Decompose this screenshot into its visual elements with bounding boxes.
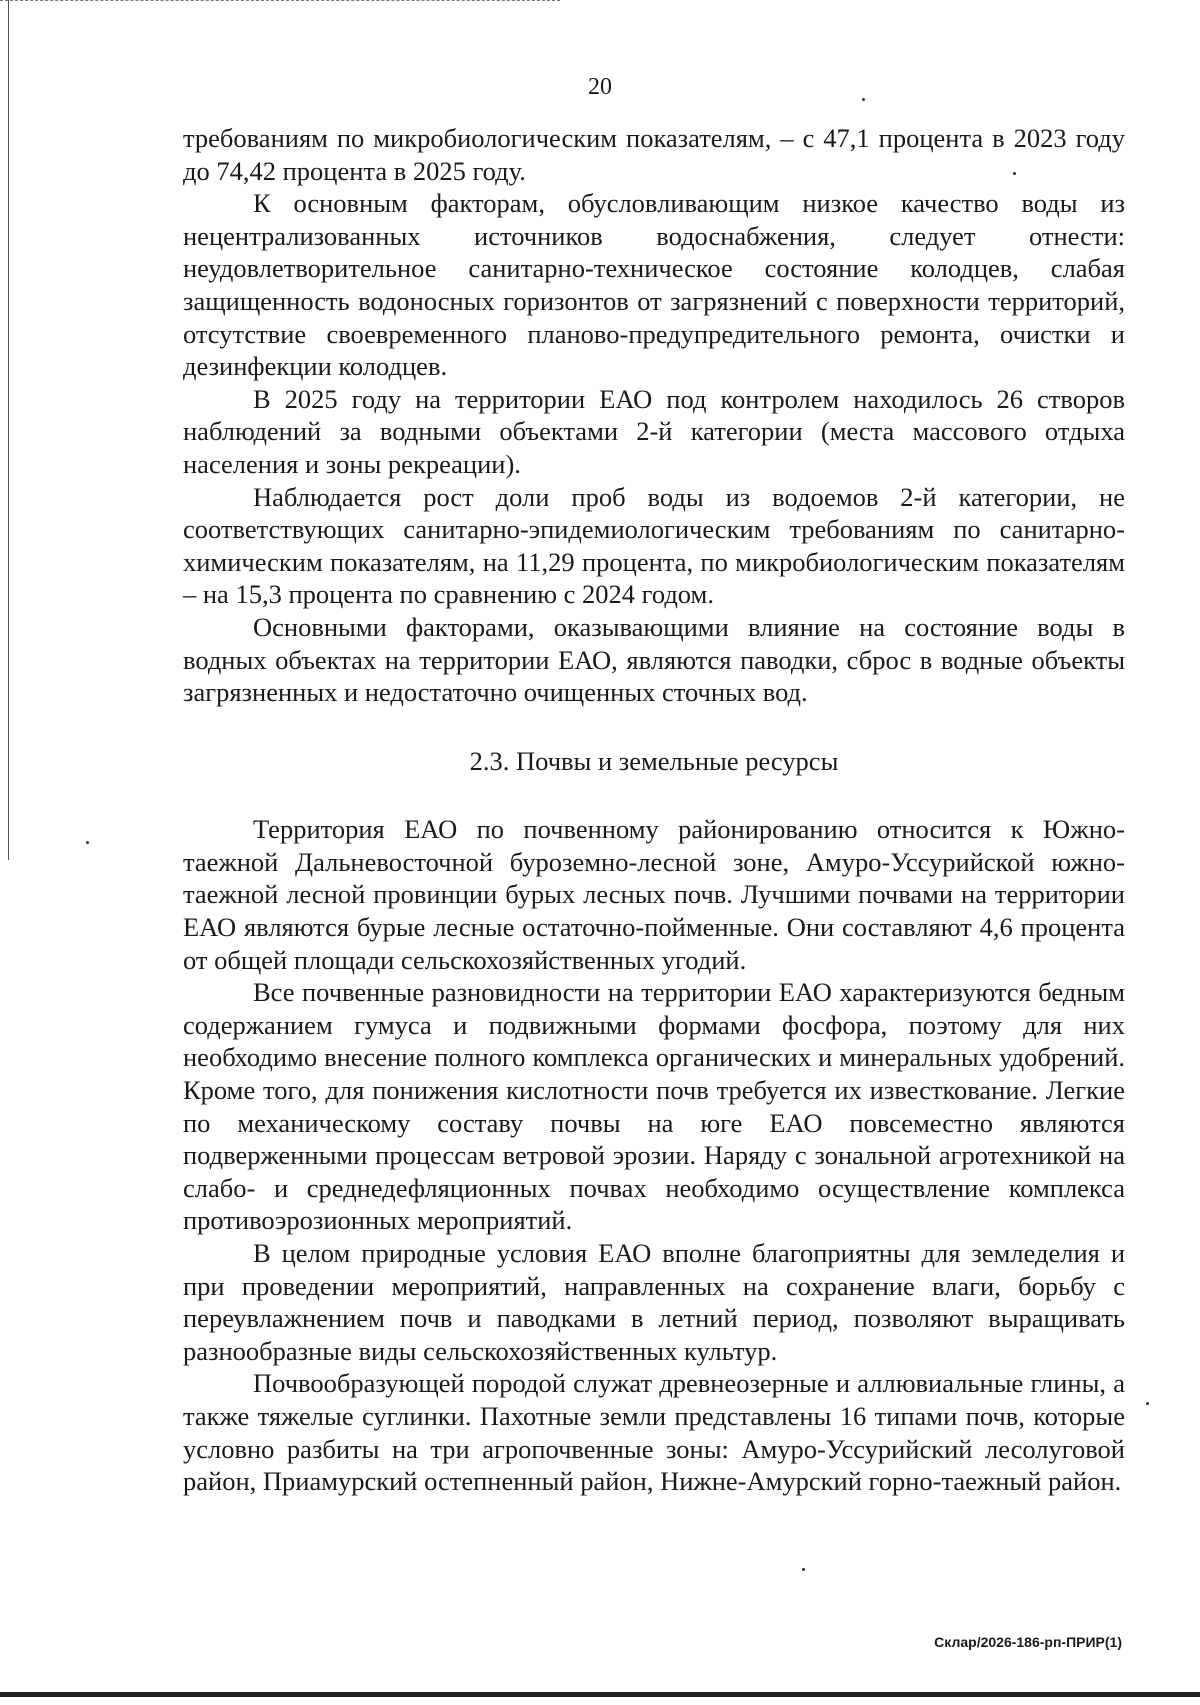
section-heading: 2.3. Почвы и земельные ресурсы <box>469 745 839 776</box>
paragraph-8: В целом природные условия ЕАО вполне благоприятны для земледелия и при проведении мероприятий, направленных на сохранение влаги, борьбу с переувлажнением почв и паводками в летний период, позволяют выращивать разнообразные виды сельскохозяйственных культур. <box>183 1238 1125 1366</box>
paragraph-6: Территория ЕАО по почвенному районированию относится к Южно-таежной Дальневосточной буроземно-лесной зоне, Амуро-Уссурийской южно-таежной лесной провинции бурых лесных почв. Лучшими почвами на территории ЕАО являются бурые лесные остаточно-пойменные. Они составляют 4,6 процента от общей площади сельскохозяйственных угодий. <box>183 814 1125 975</box>
scan-edge-bottom <box>0 1692 1200 1697</box>
document-code: Склар/2026-186-рп-ПРИР(1) <box>934 1634 1122 1650</box>
page-number: 20 <box>588 74 612 100</box>
paragraph-1: требованиям по микробиологическим показателям, – с 47,1 процента в 2023 году до 74,42 процента в 2025 году. <box>183 123 1125 186</box>
document-body <box>183 122 1125 1498</box>
paragraph-5: Основными факторами, оказывающими влияние на состояние воды в водных объектах на территории ЕАО, являются паводки, сброс в водные объекты загрязненных и недостаточно очищенных сточных вод. <box>183 611 1125 708</box>
scan-speck <box>1013 172 1016 175</box>
paragraph-9: Почвообразующей породой служат древнеозерные и аллювиальные глины, а также тяжелые суглинки. Пахотные земли представлены 16 типами почв, которые условно разбиты на три агропочвенные зоны: Амуро-Уссурийский лесолуговой район, Приамурский остепненный район, Нижне-Амурский горно-таежный район. <box>183 1368 1125 1497</box>
paragraph-7: Все почвенные разновидности на территории ЕАО характеризуются бедным содержанием гумуса и подвижными формами фосфора, поэтому для них необходимо внесение полного комплекса органических и минеральных удобрений. Кроме того, для понижения кислотности почв требуется их известкование. Легкие по механическому составу почвы на юге ЕАО повсеместно являются подверженными процессам ветровой эрозии. Наряду с зональной агротехникой на слабо- и среднедефляционных почвах необходимо осуществление комплекса противоэрозионных мероприятий. <box>183 977 1125 1236</box>
scan-speck <box>862 98 865 101</box>
paragraph-2: К основным факторам, обусловливающим низкое качество воды из нецентрализованных источников водоснабжения, следует отнести: неудовлетворительное санитарно-техническое состояние колодцев, слабая защищенность водоносных горизонтов от загрязнений с поверхности территорий, отсутствие своевременного планово-предупредительного ремонта, очистки и дезинфекции колодцев. <box>183 188 1125 382</box>
paragraph-4: Наблюдается рост доли проб воды из водоемов 2-й категории, не соответствующих санитарно-эпидемиологическим требованиям по санитарно-химическим показателям, на 11,29 процента, по микробиологическим показателям – на 15,3 процента по сравнению с 2024 годом. <box>183 481 1125 610</box>
scan-speck <box>1146 1402 1149 1405</box>
scan-edge-top <box>0 0 560 1</box>
scan-speck <box>802 1568 805 1571</box>
scan-edge-left <box>8 0 9 860</box>
scan-speck <box>86 841 89 844</box>
paragraph-3: В 2025 году на территории ЕАО под контролем находилось 26 створов наблюдений за водными объектами 2-й категории (места массового отдыха населения и зоны рекреации). <box>183 383 1125 479</box>
